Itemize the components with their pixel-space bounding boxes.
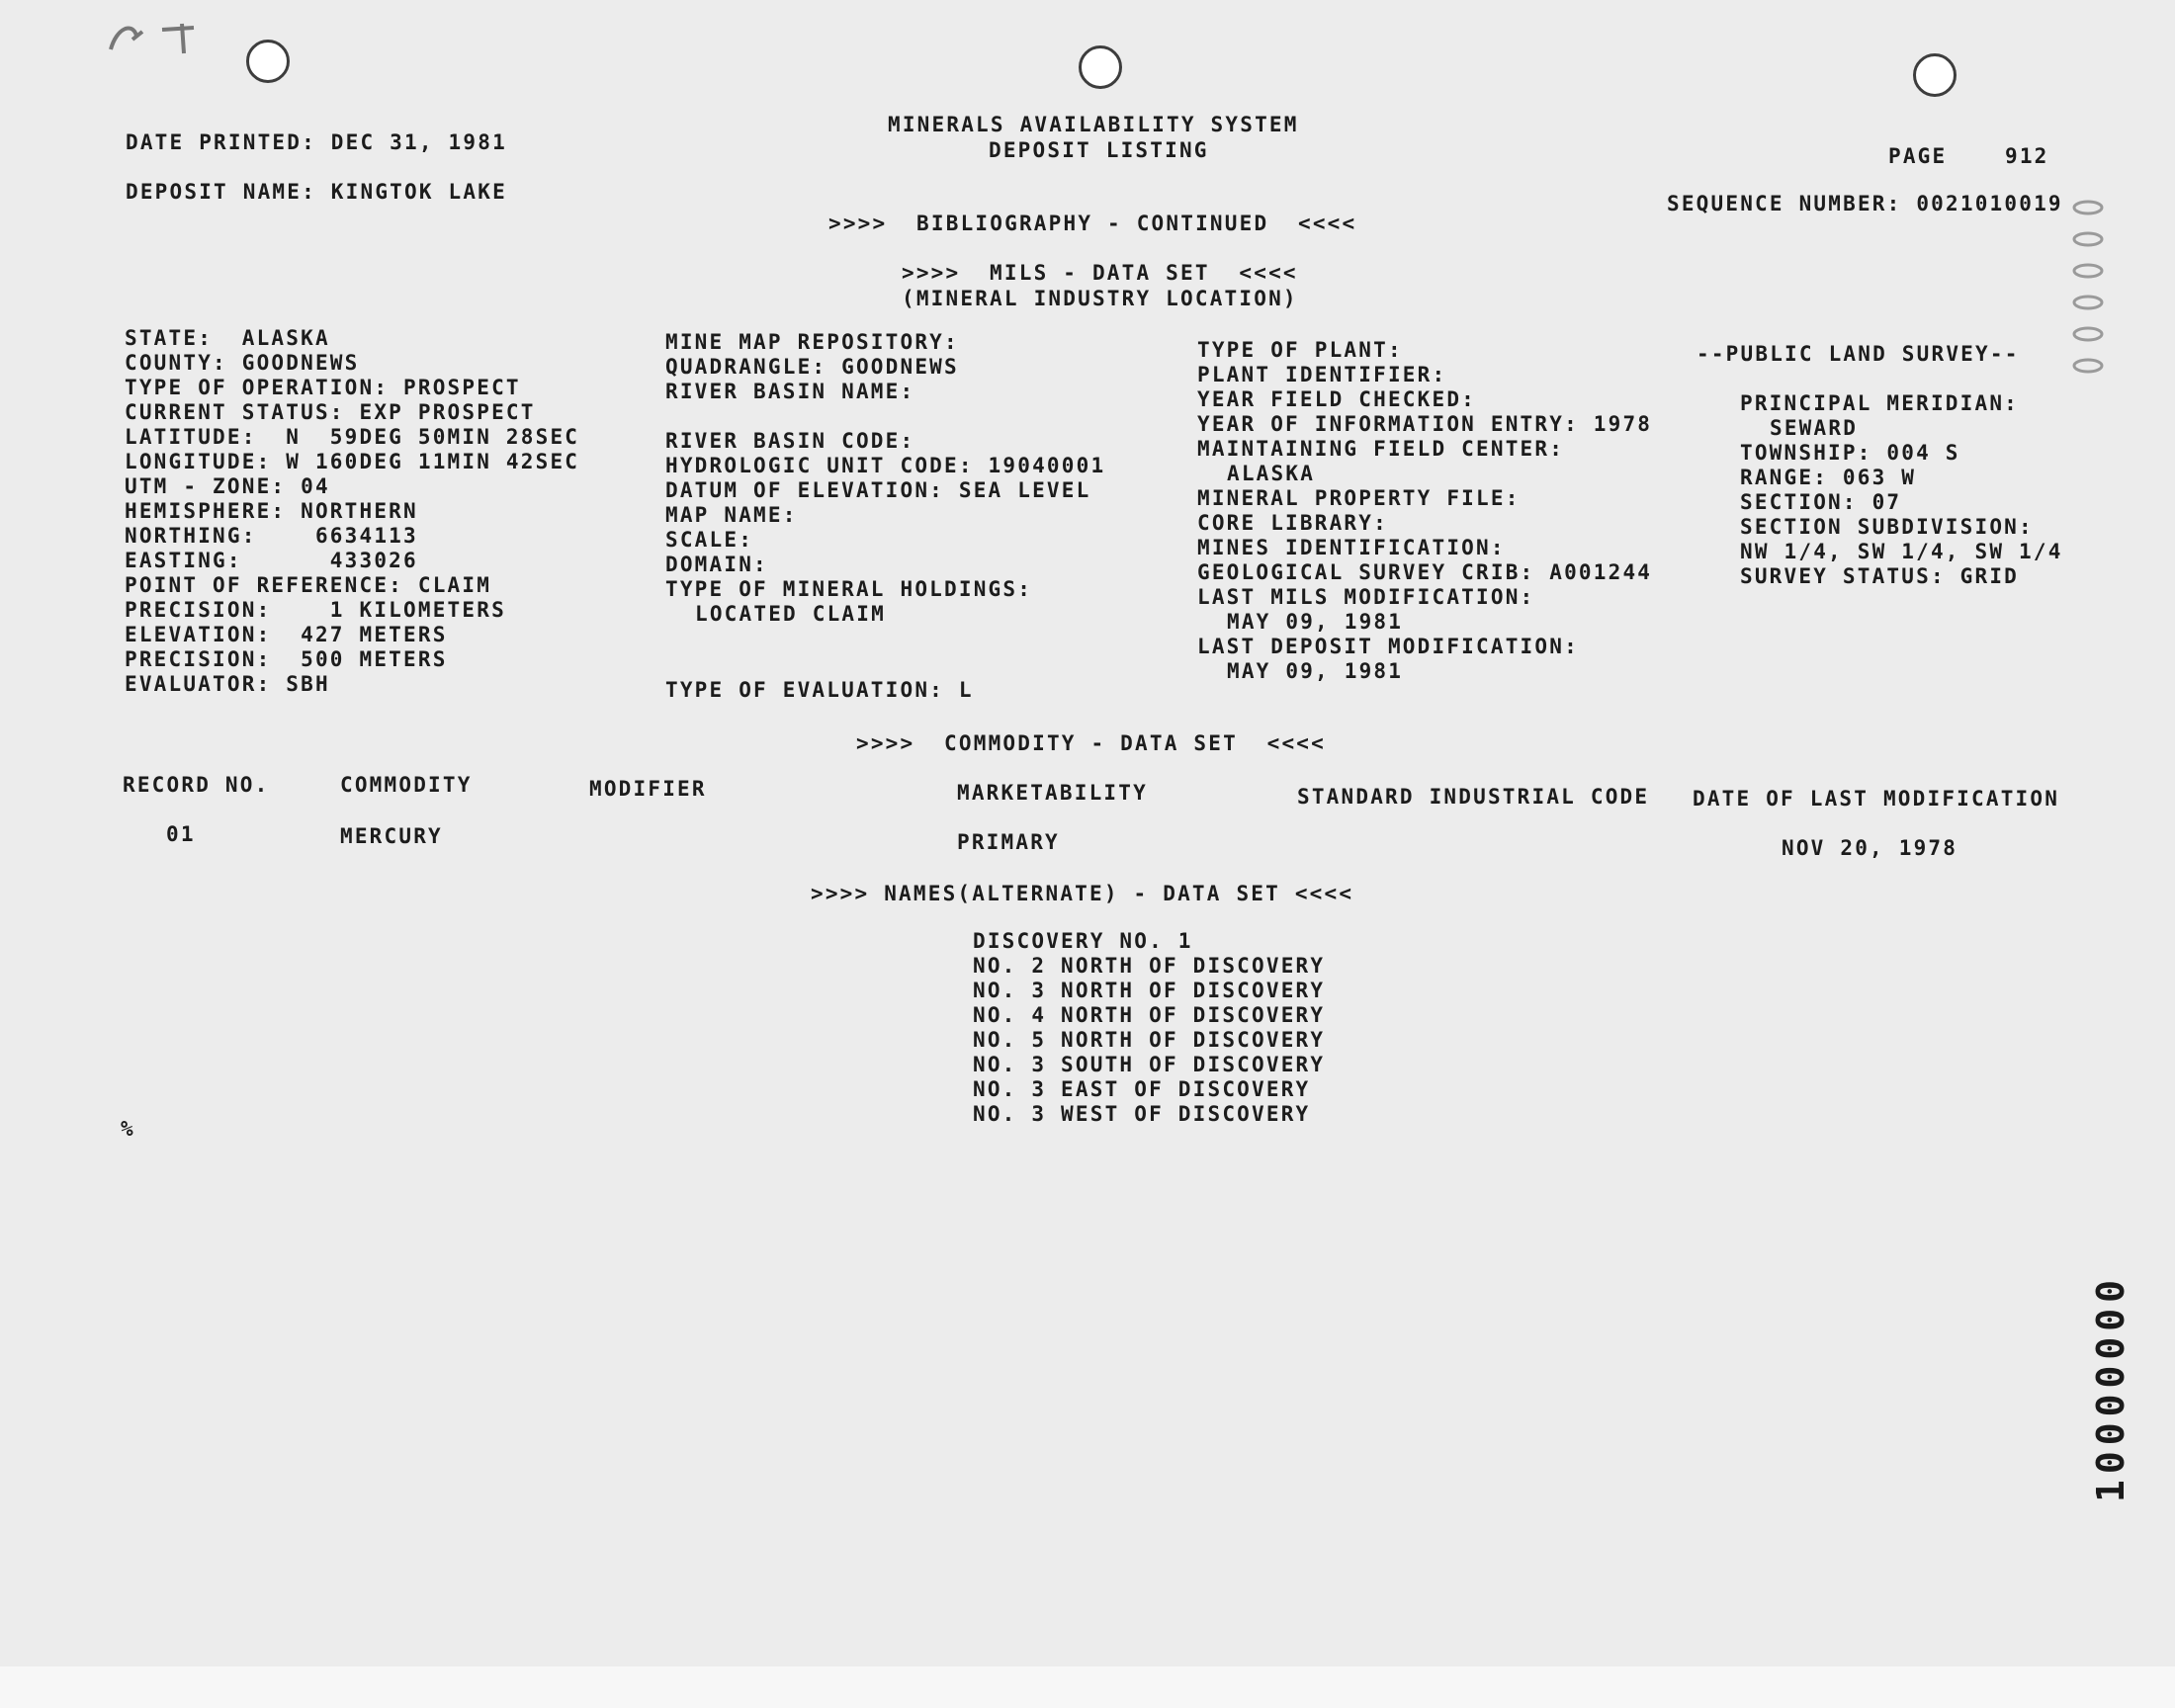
name-item: NO. 3 NORTH OF DISCOVERY bbox=[973, 979, 1326, 1002]
punch-hole-center bbox=[1079, 45, 1122, 89]
punch-hole-left bbox=[246, 40, 290, 83]
state-field: STATE: ALASKA bbox=[125, 326, 330, 350]
name-item: DISCOVERY NO. 1 bbox=[973, 929, 1193, 953]
river-basin-name-field: RIVER BASIN NAME: bbox=[665, 380, 915, 403]
meridian-value: SEWARD bbox=[1770, 416, 1859, 440]
northing-field: NORTHING: 6634113 bbox=[125, 524, 418, 548]
river-basin-code-field: RIVER BASIN CODE: bbox=[665, 429, 915, 453]
mils-mod-date: MAY 09, 1981 bbox=[1227, 610, 1404, 634]
page-number: 912 bbox=[2005, 144, 2049, 168]
percent-mark: % bbox=[121, 1117, 135, 1141]
handwritten-mark bbox=[103, 10, 212, 59]
header-commodity: COMMODITY bbox=[340, 773, 473, 797]
status-field: CURRENT STATUS: EXP PROSPECT bbox=[125, 400, 536, 424]
name-item: NO. 5 NORTH OF DISCOVERY bbox=[973, 1028, 1326, 1052]
subdivision-value: NW 1/4, SW 1/4, SW 1/4 bbox=[1740, 540, 2063, 563]
core-library-field: CORE LIBRARY: bbox=[1197, 511, 1388, 535]
spacer bbox=[665, 404, 1105, 429]
row-record-no: 01 bbox=[166, 822, 196, 846]
latitude-field: LATITUDE: N 59DEG 50MIN 28SEC bbox=[125, 425, 580, 449]
easting-field: EASTING: 433026 bbox=[125, 549, 418, 572]
row-marketability: PRIMARY bbox=[957, 830, 1060, 854]
longitude-field: LONGITUDE: W 160DEG 11MIN 42SEC bbox=[125, 450, 580, 473]
utm-zone-field: UTM - ZONE: 04 bbox=[125, 474, 330, 498]
mils-subheading: (MINERAL INDUSTRY LOCATION) bbox=[902, 287, 1298, 310]
meridian-field: PRINCIPAL MERIDIAN: bbox=[1740, 391, 2020, 415]
location-column bbox=[125, 326, 579, 697]
map-name-field: MAP NAME: bbox=[665, 503, 798, 527]
holdings-field: TYPE OF MINERAL HOLDINGS: bbox=[665, 577, 1033, 601]
reference-field: POINT OF REFERENCE: CLAIM bbox=[125, 573, 492, 597]
name-item: NO. 4 NORTH OF DISCOVERY bbox=[973, 1003, 1326, 1027]
elevation-precision-field: PRECISION: 500 METERS bbox=[125, 647, 448, 671]
plant-column bbox=[1197, 338, 1652, 684]
field-center-field: MAINTAINING FIELD CENTER: bbox=[1197, 437, 1565, 461]
scale-field: SCALE: bbox=[665, 528, 754, 552]
year-checked-field: YEAR FIELD CHECKED: bbox=[1197, 387, 1477, 411]
name-item: NO. 2 NORTH OF DISCOVERY bbox=[973, 954, 1326, 978]
quadrangle-field: QUADRANGLE: GOODNEWS bbox=[665, 355, 959, 379]
plant-type-field: TYPE OF PLANT: bbox=[1197, 338, 1403, 362]
names-list bbox=[973, 929, 1325, 1127]
margin-marks bbox=[2068, 194, 2108, 401]
mils-mod-field: LAST MILS MODIFICATION: bbox=[1197, 585, 1535, 609]
elevation-field: ELEVATION: 427 METERS bbox=[125, 623, 448, 646]
range-field: RANGE: 063 W bbox=[1740, 466, 1917, 489]
system-title: MINERALS AVAILABILITY SYSTEM bbox=[888, 113, 1299, 136]
name-item: NO. 3 EAST OF DISCOVERY bbox=[973, 1077, 1311, 1101]
field-center-value: ALASKA bbox=[1227, 462, 1316, 485]
listing-title: DEPOSIT LISTING bbox=[989, 138, 1209, 162]
mines-id-field: MINES IDENTIFICATION: bbox=[1197, 536, 1506, 559]
crib-field: GEOLOGICAL SURVEY CRIB: A001244 bbox=[1197, 560, 1653, 584]
name-item: NO. 3 WEST OF DISCOVERY bbox=[973, 1102, 1311, 1126]
county-field: COUNTY: GOODNEWS bbox=[125, 351, 360, 375]
evaluator-field: EVALUATOR: SBH bbox=[125, 672, 330, 696]
section-field: SECTION: 07 bbox=[1740, 490, 1902, 514]
hemisphere-field: HEMISPHERE: NORTHERN bbox=[125, 499, 418, 523]
header-sic: STANDARD INDUSTRIAL CODE bbox=[1297, 785, 1650, 809]
precision-field: PRECISION: 1 KILOMETERS bbox=[125, 598, 506, 622]
evaluation-field: TYPE OF EVALUATION: L bbox=[665, 678, 974, 702]
year-entry-field: YEAR OF INFORMATION ENTRY: 1978 bbox=[1197, 412, 1653, 436]
property-file-field: MINERAL PROPERTY FILE: bbox=[1197, 486, 1521, 510]
name-item: NO. 3 SOUTH OF DISCOVERY bbox=[973, 1053, 1326, 1076]
punch-hole-right bbox=[1913, 53, 1957, 97]
deposit-mod-date: MAY 09, 1981 bbox=[1227, 659, 1404, 683]
survey-status-field: SURVEY STATUS: GRID bbox=[1740, 564, 2020, 588]
domain-field: DOMAIN: bbox=[665, 553, 768, 576]
hydrologic-field: HYDROLOGIC UNIT CODE: 19040001 bbox=[665, 454, 1106, 477]
holdings-value: LOCATED CLAIM bbox=[695, 602, 886, 626]
frame-code: 10000000 bbox=[2089, 1273, 2132, 1502]
header-modifier: MODIFIER bbox=[589, 777, 707, 801]
date-printed: DATE PRINTED: DEC 31, 1981 bbox=[126, 130, 507, 154]
deposit-name: DEPOSIT NAME: KINGTOK LAKE bbox=[126, 180, 507, 204]
page-label: PAGE bbox=[1888, 144, 1948, 168]
operation-field: TYPE OF OPERATION: PROSPECT bbox=[125, 376, 521, 399]
repository-field: MINE MAP REPOSITORY: bbox=[665, 330, 959, 354]
sequence-number: SEQUENCE NUMBER: 0021010019 bbox=[1667, 192, 2063, 215]
land-survey-column bbox=[1740, 391, 2063, 589]
commodity-heading: >>>> COMMODITY - DATA SET <<<< bbox=[856, 731, 1326, 755]
header-marketability: MARKETABILITY bbox=[957, 781, 1148, 805]
deposit-mod-field: LAST DEPOSIT MODIFICATION: bbox=[1197, 635, 1579, 658]
header-record-no: RECORD NO. bbox=[123, 773, 270, 797]
township-field: TOWNSHIP: 004 S bbox=[1740, 441, 1960, 465]
row-date: NOV 20, 1978 bbox=[1782, 836, 1958, 860]
subdivision-field: SECTION SUBDIVISION: bbox=[1740, 515, 2034, 539]
land-survey-title: --PUBLIC LAND SURVEY-- bbox=[1696, 342, 2020, 366]
names-heading: >>>> NAMES(ALTERNATE) - DATA SET <<<< bbox=[811, 882, 1354, 905]
header-last-modification: DATE OF LAST MODIFICATION bbox=[1693, 787, 2060, 811]
datum-field: DATUM OF ELEVATION: SEA LEVEL bbox=[665, 478, 1091, 502]
row-commodity: MERCURY bbox=[340, 824, 443, 848]
mils-heading: >>>> MILS - DATA SET <<<< bbox=[902, 261, 1298, 285]
bibliography-heading: >>>> BIBLIOGRAPHY - CONTINUED <<<< bbox=[828, 212, 1357, 235]
mine-column bbox=[665, 330, 1105, 627]
plant-identifier-field: PLANT IDENTIFIER: bbox=[1197, 363, 1447, 386]
